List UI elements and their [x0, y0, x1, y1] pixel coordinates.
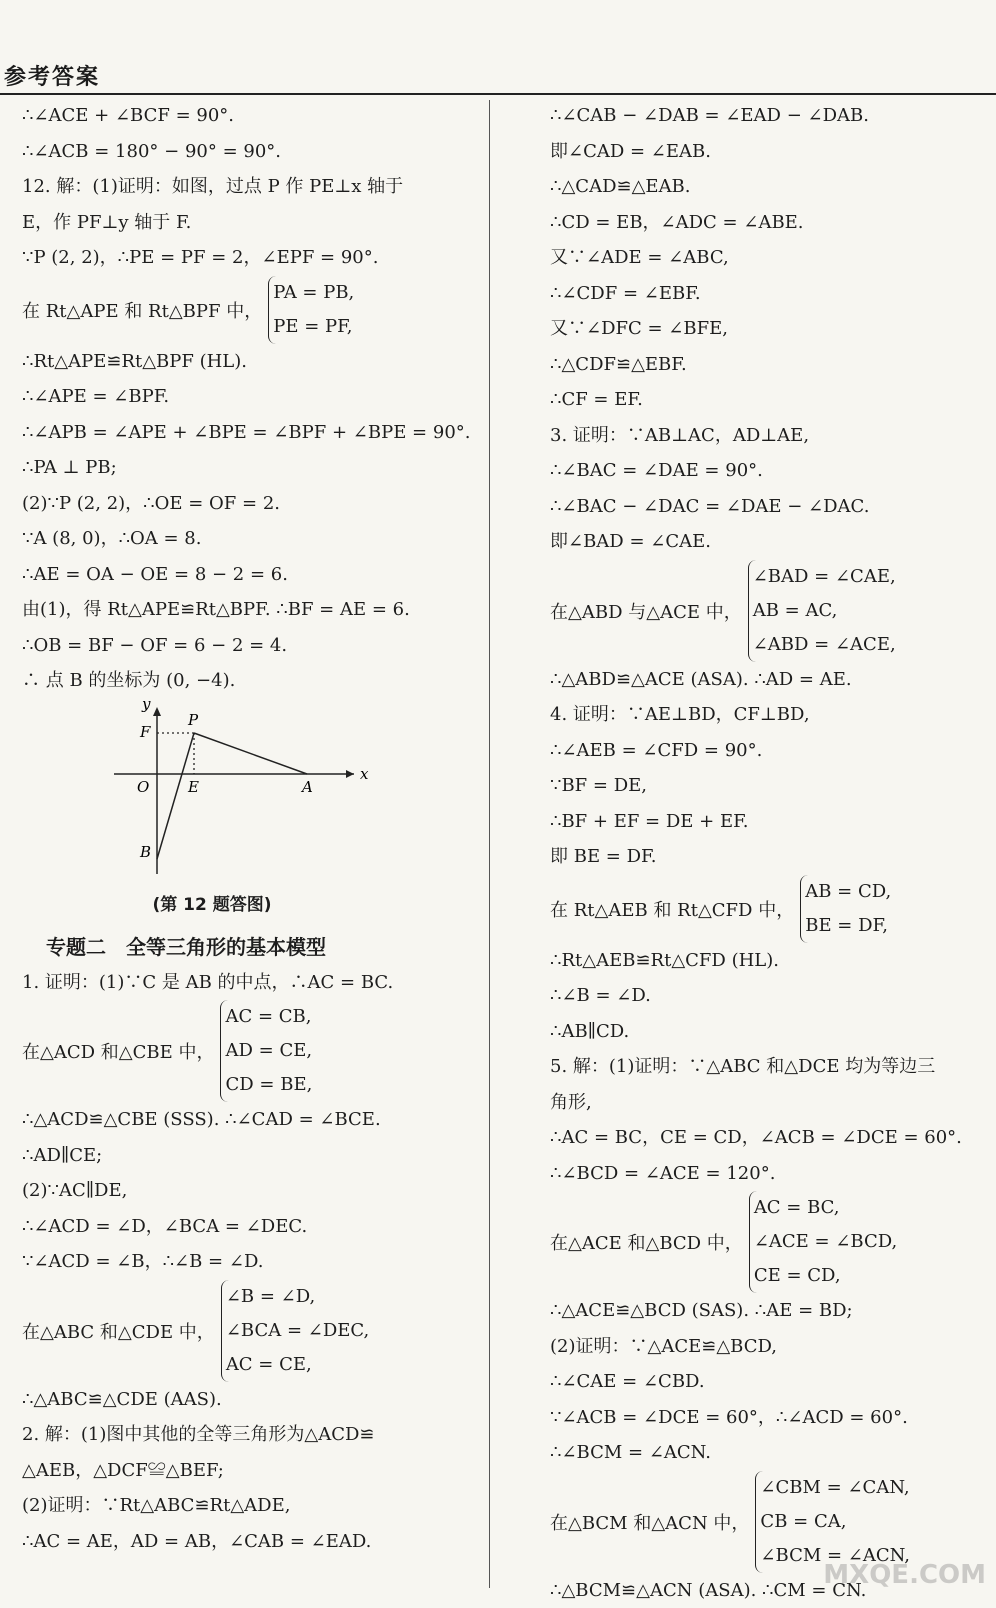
text-line: ∴∠ACD = ∠D，∠BCA = ∠DEC. — [22, 1209, 482, 1245]
left-block-c — [22, 965, 482, 1001]
text-line: E，作 PF⊥y 轴于 F. — [22, 205, 482, 241]
column-divider — [489, 100, 490, 1588]
system-lead: 在△BCM 和△ACN 中， — [550, 1509, 749, 1535]
equation-system — [550, 1191, 990, 1293]
text-line: ∴△BCM≌△ACN (ASA). ∴CM = CN. — [550, 1573, 990, 1608]
system-item: ∠CBM = ∠CAN, — [760, 1471, 910, 1505]
brace-list — [221, 1280, 369, 1382]
right-column — [550, 98, 990, 1608]
left-block-b — [22, 344, 482, 699]
text-line: ∴AE = OA − OE = 8 − 2 = 6. — [22, 557, 482, 593]
text-line: ∴∠B = ∠D. — [550, 978, 990, 1014]
system-lead: 在△ACD 和△CBE 中， — [22, 1038, 214, 1064]
text-line: ∴∠AEB = ∠CFD = 90°. — [550, 733, 990, 769]
text-line: 即∠BAD = ∠CAE. — [550, 524, 990, 560]
system-item: ∠B = ∠D, — [226, 1280, 369, 1314]
text-line: (2)∵P (2, 2)，∴OE = OF = 2. — [22, 486, 482, 522]
brace-list — [748, 560, 896, 662]
text-line: ∴△ACE≌△BCD (SAS). ∴AE = BD; — [550, 1293, 990, 1329]
text-line: ∴AB∥CD. — [550, 1014, 990, 1050]
text-line: 角形, — [550, 1085, 990, 1121]
system-item: CD = BE, — [225, 1068, 312, 1102]
text-line: (2)证明：∵△ACE≌△BCD, — [550, 1329, 990, 1365]
page-header — [0, 0, 996, 96]
right-block-b — [550, 662, 990, 875]
system-lead: 在△ABD 与△ACE 中， — [550, 598, 742, 624]
system-lead: 在△ABC 和△CDE 中， — [22, 1318, 215, 1344]
text-line: ∴△ACD≌△CBE (SSS). ∴∠CAD = ∠BCE. — [22, 1102, 482, 1138]
label-P: P — [187, 711, 199, 729]
system-item: ∠BCA = ∠DEC, — [226, 1314, 369, 1348]
equation-system — [550, 1471, 990, 1573]
brace-list — [268, 276, 354, 344]
text-line: ∴AC = AE，AD = AB，∠CAB = ∠EAD. — [22, 1524, 482, 1560]
system-item: AC = CB, — [225, 1000, 312, 1034]
text-line: ∴CD = EB，∠ADC = ∠ABE. — [550, 205, 990, 241]
text-line: 3. 证明：∵AB⊥AC，AD⊥AE, — [550, 418, 990, 454]
equation-system — [550, 560, 990, 662]
text-line: ∴∠BAC = ∠DAE = 90°. — [550, 453, 990, 489]
text-line: (2)证明：∵Rt△ABC≌Rt△ADE, — [22, 1488, 482, 1524]
text-line: ∴AC = BC，CE = CD，∠ACB = ∠DCE = 60°. — [550, 1120, 990, 1156]
label-x: x — [360, 765, 369, 783]
text-line: 5. 解：(1)证明：∵△ABC 和△DCE 均为等边三 — [550, 1049, 990, 1085]
text-line: ∵A (8, 0)，∴OA = 8. — [22, 521, 482, 557]
header-rule — [0, 93, 996, 95]
text-line: ∴BF + EF = DE + EF. — [550, 804, 990, 840]
system-item: AB = AC, — [753, 594, 896, 628]
text-line: 即∠CAD = ∠EAB. — [550, 134, 990, 170]
text-line: ∵∠ACB = ∠DCE = 60°，∴∠ACD = 60°. — [550, 1400, 990, 1436]
figure-caption: (第 12 题答图) — [0, 887, 442, 923]
watermark: MXQE.COM — [823, 1560, 986, 1590]
equation-system — [22, 1000, 482, 1102]
text-line: ∴∠CAB − ∠DAB = ∠EAD − ∠DAB. — [550, 98, 990, 134]
text-line: ∴∠ACE + ∠BCF = 90°. — [22, 98, 482, 134]
label-E: E — [187, 778, 199, 796]
system-item: CB = CA, — [760, 1505, 910, 1539]
text-line: 由(1)，得 Rt△APE≌Rt△BPF. ∴BF = AE = 6. — [22, 592, 482, 628]
text-line: ∴∠CDF = ∠EBF. — [550, 276, 990, 312]
text-line: ∵∠ACD = ∠B，∴∠B = ∠D. — [22, 1244, 482, 1280]
text-line: ∴CF = EF. — [550, 382, 990, 418]
text-line: ∴∠APE = ∠BPF. — [22, 379, 482, 415]
system-item: ∠ACE = ∠BCD, — [754, 1225, 897, 1259]
right-block-c — [550, 943, 990, 1192]
x-axis-arrow — [346, 770, 354, 778]
left-column — [22, 98, 482, 1559]
text-line: ∵P (2, 2)，∴PE = PF = 2，∠EPF = 90°. — [22, 240, 482, 276]
text-line: ∴OB = BF − OF = 6 − 2 = 4. — [22, 628, 482, 664]
label-A: A — [300, 778, 313, 796]
section-title: 专题二 全等三角形的基本模型 — [22, 929, 482, 965]
label-F: F — [139, 723, 151, 741]
text-line: 即 BE = DF. — [550, 839, 990, 875]
brace-list — [220, 1000, 312, 1102]
y-axis-arrow — [153, 707, 161, 716]
text-line: 2. 解：(1)图中其他的全等三角形为△ACD≌ — [22, 1417, 482, 1453]
text-line: ∴∠BCD = ∠ACE = 120°. — [550, 1156, 990, 1192]
system-item: BE = DF, — [805, 909, 891, 943]
pa-segment — [194, 733, 307, 774]
brace-list — [800, 875, 891, 943]
system-item: ∠BCM = ∠ACN, — [760, 1539, 910, 1573]
system-lead: 在 Rt△AEB 和 Rt△CFD 中， — [550, 896, 794, 922]
system-item: PA = PB, — [273, 276, 354, 310]
text-line: ∴∠BAC − ∠DAC = ∠DAE − ∠DAC. — [550, 489, 990, 525]
equation-system — [550, 875, 990, 943]
text-line: ∴∠BCM = ∠ACN. — [550, 1435, 990, 1471]
header-title: 参考答案 — [4, 60, 100, 91]
text-line: ∴△ABD≌△ACE (ASA). ∴AD = AE. — [550, 662, 990, 698]
system-item: ∠BAD = ∠CAE, — [753, 560, 896, 594]
figure-12 — [22, 699, 482, 929]
label-B: B — [139, 843, 151, 861]
system-item: AD = CE, — [225, 1034, 312, 1068]
pb-segment — [157, 733, 194, 859]
right-block-a — [550, 98, 990, 560]
text-line: ∴AD∥CE; — [22, 1138, 482, 1174]
system-item: AC = BC, — [754, 1191, 897, 1225]
text-line: 又∵∠ADE = ∠ABC, — [550, 240, 990, 276]
text-line: ∴∠ACB = 180° − 90° = 90°. — [22, 134, 482, 170]
text-line: ∴△ABC≌△CDE (AAS). — [22, 1382, 482, 1418]
text-line: ∴∠APB = ∠APE + ∠BPE = ∠BPF + ∠BPE = 90°. — [22, 415, 482, 451]
text-line: △AEB，△DCF≌△BEF; — [22, 1453, 482, 1489]
system-item: CE = CD, — [754, 1259, 897, 1293]
right-block-d — [550, 1293, 990, 1471]
system-item: ∠ABD = ∠ACE, — [753, 628, 896, 662]
text-line: ∵BF = DE, — [550, 768, 990, 804]
label-y: y — [141, 699, 151, 713]
label-O: O — [137, 778, 149, 796]
text-line: ∴∠CAE = ∠CBD. — [550, 1364, 990, 1400]
text-line: (2)∵AC∥DE, — [22, 1173, 482, 1209]
system-lead: 在 Rt△APE 和 Rt△BPF 中， — [22, 297, 262, 323]
system-item: AC = CE, — [226, 1348, 369, 1382]
text-line: 12. 解：(1)证明：如图，过点 P 作 PE⊥x 轴于 — [22, 169, 482, 205]
text-line: 1. 证明：(1)∵C 是 AB 的中点，∴AC = BC. — [22, 965, 482, 1001]
brace-list — [755, 1471, 910, 1573]
text-line: ∴ 点 B 的坐标为 (0, −4). — [22, 663, 482, 699]
left-block-e — [22, 1382, 482, 1560]
brace-list — [749, 1191, 897, 1293]
text-line: ∴△CAD≌△EAB. — [550, 169, 990, 205]
text-line: ∴PA ⊥ PB; — [22, 450, 482, 486]
text-line: 4. 证明：∵AE⊥BD，CF⊥BD, — [550, 697, 990, 733]
system-item: AB = CD, — [805, 875, 891, 909]
text-line: 又∵∠DFC = ∠BFE, — [550, 311, 990, 347]
text-line: ∴△CDF≌△EBF. — [550, 347, 990, 383]
equation-system — [22, 276, 482, 344]
text-line: ∴Rt△APE≌Rt△BPF (HL). — [22, 344, 482, 380]
equation-system — [22, 1280, 482, 1382]
left-block-a — [22, 98, 482, 276]
system-item: PE = PF, — [273, 310, 354, 344]
left-block-d — [22, 1102, 482, 1280]
system-lead: 在△ACE 和△BCD 中， — [550, 1229, 743, 1255]
text-line: ∴Rt△AEB≌Rt△CFD (HL). — [550, 943, 990, 979]
